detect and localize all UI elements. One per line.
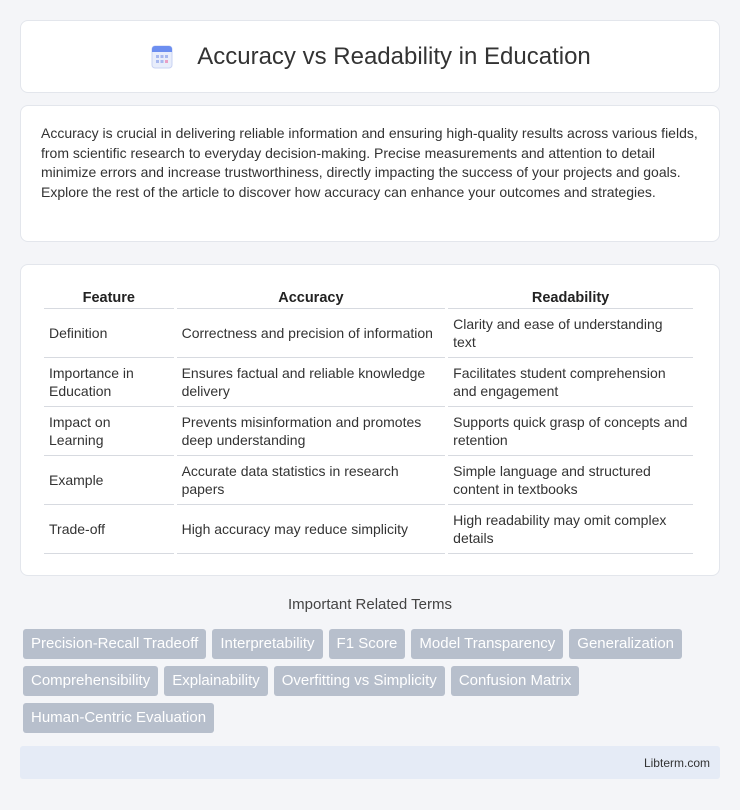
footer bbox=[20, 746, 720, 779]
table-cell-accuracy: High accuracy may reduce simplicity bbox=[177, 505, 446, 554]
term-tag[interactable]: Generalization bbox=[569, 629, 682, 659]
related-terms-list bbox=[20, 629, 720, 733]
related-terms-title: Important Related Terms bbox=[288, 596, 452, 613]
term-tag[interactable]: Precision-Recall Tradeoff bbox=[23, 629, 206, 659]
table-cell-accuracy: Accurate data statistics in research papers bbox=[177, 456, 446, 505]
table-cell-accuracy: Prevents misinformation and promotes deep understanding bbox=[177, 407, 446, 456]
comparison-table bbox=[41, 285, 696, 554]
term-tag[interactable]: F1 Score bbox=[329, 629, 406, 659]
footer-site-link[interactable]: Libterm.com bbox=[643, 755, 710, 770]
related-terms-section bbox=[20, 596, 720, 733]
table-row bbox=[44, 407, 693, 456]
table-cell-feature: Example bbox=[44, 456, 174, 505]
comparison-table-card bbox=[20, 264, 720, 576]
term-tag[interactable]: Comprehensibility bbox=[23, 666, 158, 696]
page-title: Accuracy vs Readability in Education bbox=[197, 42, 591, 70]
table-row bbox=[44, 505, 693, 554]
column-header-accuracy: Accuracy bbox=[177, 285, 446, 309]
table-row bbox=[44, 456, 693, 505]
term-tag[interactable]: Overfitting vs Simplicity bbox=[274, 666, 445, 696]
term-tag[interactable]: Confusion Matrix bbox=[451, 666, 580, 696]
term-tag[interactable]: Interpretability bbox=[212, 629, 322, 659]
column-header-feature: Feature bbox=[44, 285, 174, 309]
table-cell-readability: Supports quick grasp of concepts and retention bbox=[448, 407, 693, 456]
table-cell-readability: High readability may omit complex details bbox=[448, 505, 693, 554]
document-grid-icon bbox=[149, 44, 175, 70]
table-cell-readability: Simple language and structured content in textbooks bbox=[448, 456, 693, 505]
column-header-readability: Readability bbox=[448, 285, 693, 309]
table-cell-readability: Facilitates student comprehension and engagement bbox=[448, 358, 693, 407]
table-cell-readability: Clarity and ease of understanding text bbox=[448, 309, 693, 358]
term-tag[interactable]: Human-Centric Evaluation bbox=[23, 703, 214, 733]
intro-card bbox=[20, 105, 720, 242]
table-cell-feature: Definition bbox=[44, 309, 174, 358]
table-header-row bbox=[44, 285, 693, 309]
intro-paragraph: Accuracy is crucial in delivering reliable information and ensuring high-quality results across various fields, from scientific research to everyday decision-making. Precise measurements and attention to detail minimize errors and increase trustworthiness, directly impacting the success of your projects and goals. Explore the rest of the article to discover how accuracy can enhance your outcomes and strategies. bbox=[41, 125, 698, 200]
table-cell-accuracy: Ensures factual and reliable knowledge delivery bbox=[177, 358, 446, 407]
table-cell-feature: Importance in Education bbox=[44, 358, 174, 407]
term-tag[interactable]: Explainability bbox=[164, 666, 268, 696]
header bbox=[149, 43, 591, 71]
header-card bbox=[20, 20, 720, 93]
table-row bbox=[44, 358, 693, 407]
table-cell-accuracy: Correctness and precision of information bbox=[177, 309, 446, 358]
table-cell-feature: Impact on Learning bbox=[44, 407, 174, 456]
table-cell-feature: Trade-off bbox=[44, 505, 174, 554]
table-row bbox=[44, 309, 693, 358]
term-tag[interactable]: Model Transparency bbox=[411, 629, 563, 659]
